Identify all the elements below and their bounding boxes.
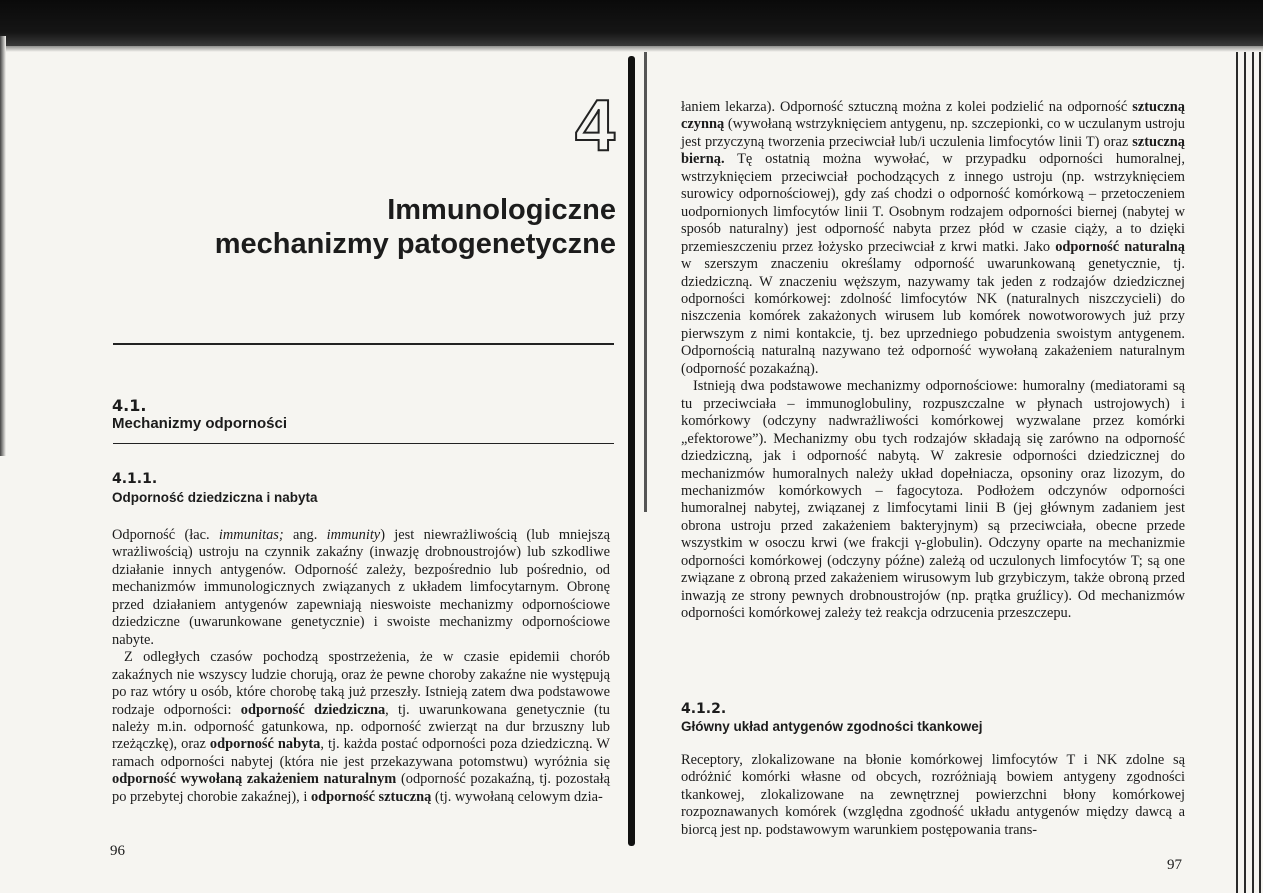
scan-left-edge — [0, 36, 6, 456]
page-number-right: 97 — [1167, 857, 1182, 873]
page-edge-3 — [1252, 52, 1254, 893]
right-page-body-top — [681, 99, 1185, 623]
page-number-left: 96 — [110, 843, 125, 859]
chapter-rule — [113, 343, 614, 345]
subsection-title: Odporność dziedziczna i nabyta — [112, 490, 318, 505]
subsection-number: 4.1.1. — [112, 471, 158, 487]
chapter-number: 4 — [575, 86, 616, 166]
chapter-title — [150, 193, 616, 261]
left-paragraph-1: Odporność (łac. immunitas; ang. immunity) jest niewrażliwością (lub mniejszą wrażliwością) ustroju na czynnik zakaźny (inwazję drobnoustrojów) lub szkodliwe działanie innych antygenów. Odporność zależy, bezpośrednio lub pośrednio, od mechanizmów immunologicznych związanych z układem limfocytarnym. Obronę przed działaniem antygenów zapewniają nieswoiste mechanizmy odpornościowe dziedziczne (uwarunkowane genetycznie) i swoiste mechanizmy odpornościowe nabyte. — [112, 527, 610, 648]
chapter-title-line1: Immunologiczne — [387, 194, 616, 226]
chapter-title-line2: mechanizmy patogenetyczne — [214, 228, 616, 260]
section-title: Mechanizmy odporności — [112, 415, 288, 432]
right-paragraph-1: łaniem lekarza). Odporność sztuczną można z kolei podzielić na odporność sztuczną czynną (wywołaną wstrzyknięciem antygenu, np. szczepionki, co w uczulanym ustroju jest przyczyną tworzenia przeciwciał lub/i uczulenia limfocytów linii T) oraz sztuczną bierną. Tę ostatnią można wywołać, w przypadku odporności humoralnej, wstrzyknięciem przeciwciał pochodzących z innego ustroju (np. wstrzyknięciem surowicy odpornościowej), gdy zaś chodzi o odporność komórkową – przetoczeniem uodpornionych limfocytów linii T. Osobnym rodzajem odporności biernej (nabytej w sposób naturalny) jest odporność nabyta przez płód w czasie ciąży, a to dzięki przemieszczeniu przez łożysko przeciwciał z krwi matki. Jako odporność naturalną w szerszym znaczeniu określamy odporność uwarunkowaną genetycznie, tj. dziedziczną. W znaczeniu węższym, nazywamy tak jeden z rodzajów dziedzicznej odporności komórkowej: zdolność limfocytów NK (naturalnych niszczycieli) do niszczenia komórek zakażonych wirusem lub komórek nowotworowych już przy pierwszym z nimi kontakcie, tj. bez uprzedniego pobudzenia swoistym antygenem. Odpornością naturalną nazywano też odporność wywołaną zakażeniem naturalnym (odporność pozakaźną). — [681, 99, 1186, 377]
subsection-title-2: Główny układ antygenów zgodności tkankowej — [681, 719, 983, 734]
page-edge-4 — [1259, 52, 1261, 893]
book-spine-shadow — [644, 52, 647, 512]
page-edge-1 — [1236, 52, 1238, 893]
left-page-body — [112, 527, 610, 806]
book-spine — [628, 56, 635, 846]
section-number: 4.1. — [112, 396, 147, 415]
section-rule — [113, 443, 614, 444]
right-page-body-bottom — [681, 752, 1185, 839]
scan-top-shadow-fade — [0, 46, 1263, 52]
left-paragraph-2: Z odległych czasów pochodzą spostrzeżenia, że w czasie epidemii chorób zakaźnych nie wszyscy ludzie chorują, oraz że pewne choroby zakaźne nie występują po raz wtóry u osób, które chorobę taką już przeszły. Istnieją zatem dwa podstawowe rodzaje odporności: odporność dziedziczna, tj. uwarunkowana genetycznie (tu należy m.in. odporność gatunkowa, np. odporność zwierząt na dur brzuszny lub rzeżączkę), oraz odporność nabyta, tj. każda postać odporności poza dziedziczną. W ramach odporności nabytej (która nie jest przekazywana potomstwu) wyróżnia się odporność wywołaną zakażeniem naturalnym (odporność pozakaźną, tj. pozostałą po przebytej chorobie zakaźnej), i odporność sztuczną (tj. wywołaną celowym dzia- — [112, 649, 610, 805]
page-edge-2 — [1244, 52, 1246, 893]
right-paragraph-3: Receptory, zlokalizowane na błonie komórkowej limfocytów T i NK zdolne są odróżnić komórki własne od obcych, rozróżniają bowiem antygeny zgodności tkankowej, zlokalizowane na zewnętrznej powierzchni błony komórkowej rozpoznawanych komórek (względna zgodność układu antygenów między dawcą a biorcą jest np. podstawowym warunkiem postępowania trans- — [681, 752, 1185, 838]
right-paragraph-2: Istnieją dwa podstawowe mechanizmy odpornościowe: humoralny (mediatorami są tu przeciwciała – immunoglobuliny, rozpuszczalne w płynach ustrojowych) i komórkowy (odczyny nadwrażliwości komórkowej wyzwalane przez komórki „efektorowe”). Mechanizmy obu tych rodzajów składają się zarówno na odporność dziedziczną, jak i odporność nabytą. W zakresie odporności dziedzicznej do mechanizmów humoralnych należy układ dopełniacza, opsoniny oraz lizozym, do mechanizmów komórkowych – fagocytoza. Podłożem odczynów odporności humoralnej nabytej, związanej z limfocytami linii B (jej głównym zadaniem jest obrona ustroju przed zakażeniem bakteryjnym) są przeciwciała, obecne przede wszystkim w osoczu krwi (we frakcji γ-globulin). Odczyny oparte na mechanizmie odporności komórkowej (odczyny późne) zależą od uczulonych limfocytów T; są one związane z obroną przed zakażeniem wirusowym lub grzybiczym, także obroną przed inwazją ze strony pewnych drobnoustrojów (np. prątka gruźlicy). Od mechanizmów odporności komórkowej zależy też reakcja odrzucenia przeszczepu. — [681, 378, 1185, 622]
scan-top-shadow — [0, 0, 1263, 46]
subsection-number-2: 4.1.2. — [681, 701, 727, 717]
